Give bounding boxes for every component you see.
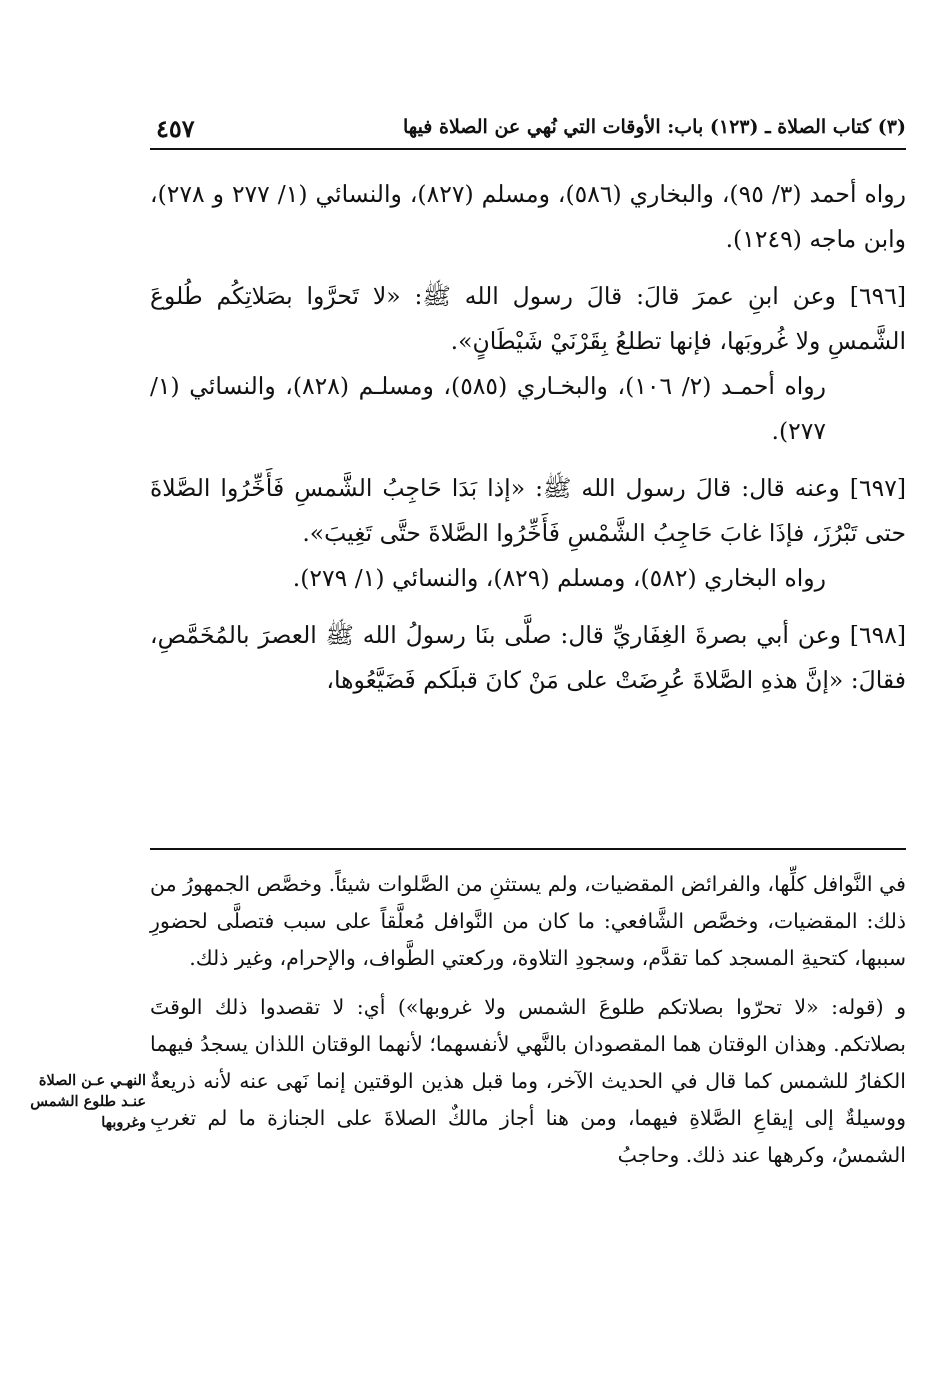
hadith-698: [٦٩٨] وعن أبي بصرةَ الغِفَاريِّ قال: صلَّى بنَا رسولُ الله ﷺ العصرَ بالمُخَمَّصِ، فقالَ: «إنَّ هذهِ الصَّلاةَ عُرِضَتْ على مَنْ كانَ قبلَكم فَضَيَّعُوها، (150, 621, 906, 694)
hadith-697: [٦٩٧] وعنه قال: قالَ رسول الله ﷺ: «إذا بَدَا حَاجِبُ الشَّمسِ فَأَخِّرُوا الصَّلاةَ حتى تَبْرُزَ، فإذَا غابَ حَاجِبُ الشَّمْسِ فَأَخِّرُوا الصَّلاةَ حتَّى تَغِيبَ». (150, 474, 906, 547)
citation-paragraph: رواه أحمـد (٢/ ١٠٦)، والبخـاري (٥٨٥)، ومسلـم (٨٢٨)، والنسائي (١/ ٢٧٧). (150, 372, 826, 445)
margin-note: النهـي عـن الصلاة عنـد طلوع الشمس وغروبها (30, 1072, 146, 1131)
commentary (150, 866, 906, 1174)
citation-paragraph: رواه أحمد (٣/ ٩٥)، والبخاري (٥٨٦)، ومسلم (٨٢٧)، والنسائي (١/ ٢٧٧ و ٢٧٨)، وابن ماجه (١٢٤٩). (150, 180, 906, 253)
citation-paragraph: رواه البخاري (٥٨٢)، ومسلم (٨٢٩)، والنسائي (١/ ٢٧٩). (292, 564, 826, 592)
running-title: (٣) كتاب الصلاة ـ (١٢٣) باب: الأوقات التي نُهي عن الصلاة فيها (403, 116, 906, 138)
page-number: ٤٥٧ (156, 114, 195, 143)
commentary-paragraph: و (قوله: «لا تحرّوا بصلاتكم طلوعَ الشمس ولا غروبها») أي: لا تقصدوا ذلك الوقتَ بصلاتكم. وهذان الوقتان هما المقصودان بالنَّهي لأنفسهما؛ لأنهما الوقتان اللذان يسجدُ فيهما الكفارُ للشمس كما قال في الحديث الآخر، وما قبل هذين الوقتين إنما نَهى عنه لأنه ذريعةٌ ووسيلةٌ إلى إيقاعِ الصَّلاةِ فيهما، ومن هنا أجاز مالكٌ الصلاةَ على الجنازة ما لم تغربِ الشمسُ، وكرهها عند ذلك. وحاجبُ (150, 995, 906, 1167)
main-text (150, 172, 906, 703)
hadith-696: [٦٩٦] وعن ابنِ عمرَ قالَ: قالَ رسول الله ﷺ: «لا تَحرَّوا بصَلاتِكُم طُلوعَ الشَّمسِ ولا غُروبَها، فإنها تطلعُ بِقَرْنَيْ شَيْطَانٍ». (150, 282, 906, 355)
page-header (150, 112, 906, 150)
footnote-divider (150, 848, 906, 850)
commentary-paragraph: في النَّوافل كلِّها، والفرائض المقضيات، ولم يستثنِ من الصَّلوات شيئاً. وخصَّص الجمهورُ من ذلك: المقضيات، وخصَّص الشَّافعي: ما كان من النَّوافل مُعلَّقاً على سبب فتصلَّى لحضورِ سببها، كتحيةِ المسجد كما تقدَّم، وسجودِ التلاوة، وركعتي الطَّواف، والإحرام، وغير ذلك. (150, 872, 906, 970)
